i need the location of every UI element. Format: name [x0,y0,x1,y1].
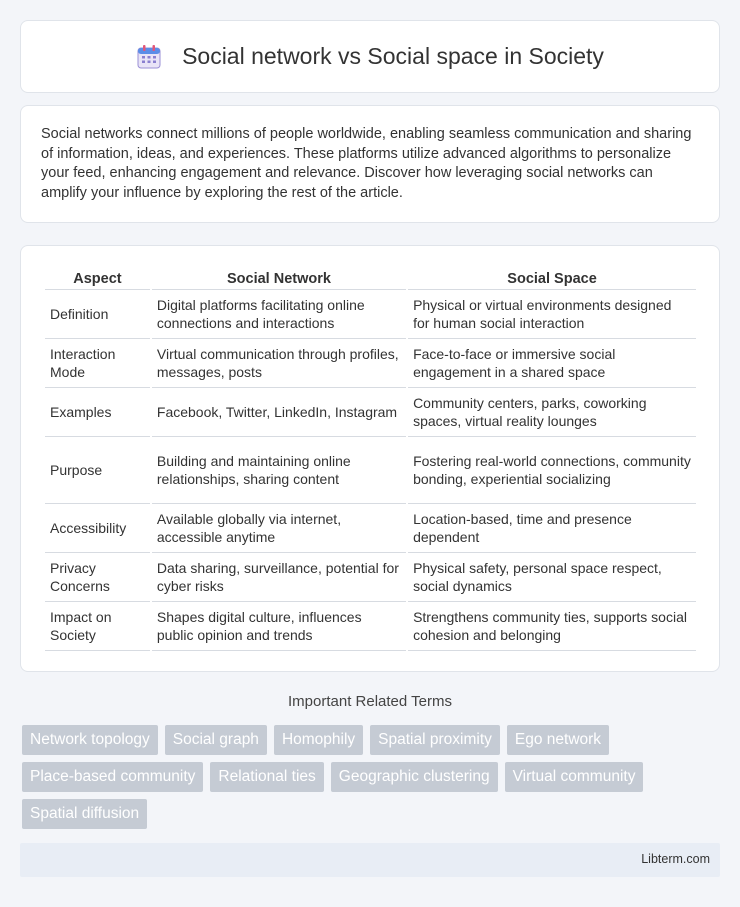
related-terms-list [22,725,712,836]
table-row [45,339,696,388]
table-cell: Strengthens community ties, supports social cohesion and belonging [408,602,696,651]
table-row [45,504,696,553]
related-term-tag[interactable]: Ego network [507,725,609,755]
table-row [45,437,696,504]
table-header-row [45,266,696,290]
related-term-tag[interactable]: Social graph [165,725,267,755]
table-cell: Digital platforms facilitating online connections and interactions [152,290,406,339]
intro-text: Social networks connect millions of people worldwide, enabling seamless communication and sharing of information, ideas, and experiences. These platforms utilize advanced algorithms to personalize your feed, enhancing engagement and relevance. Discover how leveraging social networks can amplify your influence by exploring the rest of the article. [41,126,692,201]
table-cell: Building and maintaining online relationships, sharing content [152,437,406,504]
table-cell: Community centers, parks, coworking spaces, virtual reality lounges [408,388,696,437]
related-term-tag[interactable]: Geographic clustering [331,762,498,792]
related-term-tag[interactable]: Relational ties [210,762,323,792]
table-cell: Fostering real-world connections, community bonding, experiential socializing [408,437,696,504]
table-cell: Data sharing, surveillance, potential for cyber risks [152,553,406,602]
table-cell: Face-to-face or immersive social engagement in a shared space [408,339,696,388]
comparison-table [43,266,698,651]
footer [20,843,720,877]
related-term-tag[interactable]: Homophily [274,725,363,755]
header-aspect: Aspect [45,266,150,290]
table-cell: Examples [45,388,150,437]
table-cell: Facebook, Twitter, LinkedIn, Instagram [152,388,406,437]
calendar-icon [136,44,162,70]
table-cell: Privacy Concerns [45,553,150,602]
intro-card [20,105,720,223]
table-cell: Location-based, time and presence dependent [408,504,696,553]
table-row [45,602,696,651]
related-term-tag[interactable]: Network topology [22,725,158,755]
table-cell: Physical safety, personal space respect, social dynamics [408,553,696,602]
header-social-space: Social Space [408,266,696,290]
title-card [20,20,720,93]
related-terms-title: Important Related Terms [288,693,452,710]
comparison-table-card [20,245,720,672]
related-term-tag[interactable]: Spatial proximity [370,725,500,755]
table-cell: Purpose [45,437,150,504]
table-row [45,553,696,602]
table-cell: Available globally via internet, accessible anytime [152,504,406,553]
page-title: Social network vs Social space in Society [182,43,604,69]
table-cell: Shapes digital culture, influences public opinion and trends [152,602,406,651]
footer-site-link[interactable]: Libterm.com [641,852,710,866]
table-row [45,290,696,339]
table-cell: Accessibility [45,504,150,553]
related-term-tag[interactable]: Spatial diffusion [22,799,147,829]
table-cell: Virtual communication through profiles, messages, posts [152,339,406,388]
related-term-tag[interactable]: Virtual community [505,762,644,792]
table-cell: Definition [45,290,150,339]
table-cell: Physical or virtual environments designed for human social interaction [408,290,696,339]
table-cell: Interaction Mode [45,339,150,388]
table-row [45,388,696,437]
table-cell: Impact on Society [45,602,150,651]
header-social-network: Social Network [152,266,406,290]
related-term-tag[interactable]: Place-based community [22,762,203,792]
